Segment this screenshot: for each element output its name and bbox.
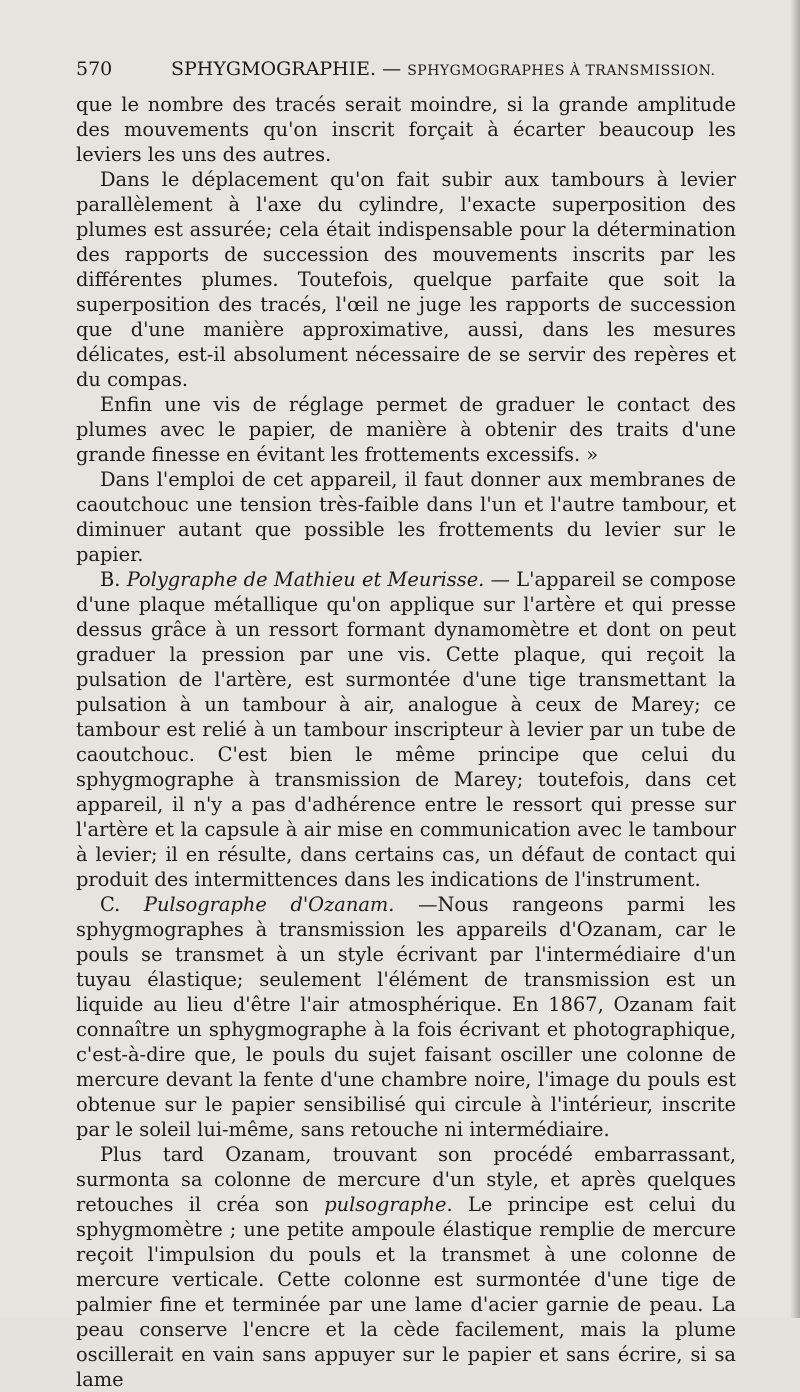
italic-term: pulsographe xyxy=(324,1193,447,1216)
running-title: SPHYGMOGRAPHIE. xyxy=(171,58,377,80)
paragraph-text: Dans l'emploi de cet appareil, il faut donner aux membranes de caoutchouc une tension très-faible dans l'un et l'autre tambour, et diminuer autant que possible les frottements du levier sur le papier. xyxy=(76,468,736,566)
paragraph xyxy=(76,167,736,392)
paragraph xyxy=(76,1142,736,1392)
paragraph-text: que le nombre des tracés serait moindre, si la grande amplitude des mouvements qu'on inscrit forçait à écarter beaucoup les leviers les uns des autres. xyxy=(76,93,736,166)
page-number: 570 xyxy=(76,58,113,80)
section-heading: Pulsographe d'Ozanam. xyxy=(143,893,395,916)
paragraph-text: Enfin une vis de réglage permet de graduer le contact des plumes avec le papier, de manière à obtenir des traits d'une grande finesse en évitant les frottements excessifs. » xyxy=(76,393,736,466)
paragraph-text: Dans le déplacement qu'on fait subir aux tambours à levier parallèlement à l'axe du cylindre, l'exacte superposition des plumes est assurée; cela était indispensable pour la détermination des rapports de succession des mouvements inscrits par les différentes plumes. Toutefois, quelque parfaite que soit la superposition des tracés, l'œil ne juge les rapports de succession que d'une manière approximative, aussi, dans les mesures délicates, est-il absolument nécessaire de se servir des repères et du compas. xyxy=(76,168,736,391)
section-heading: Polygraphe de Mathieu et Meurisse. xyxy=(126,568,485,591)
paragraph-pulsographe xyxy=(76,892,736,1142)
paragraph-text: —Nous rangeons parmi les sphygmographes à transmission les appareils d'Ozanam, car le pouls se transmet à un style écrivant par l'intermédiaire d'un tuyau élastique; seulement l'élément de transmission est un liquide au lieu d'être l'air atmosphérique. En 1867, Ozanam fait connaître un sphygmographe à la fois écrivant et photographique, c'est-à-dire que, le pouls du sujet faisant osciller une colonne de mercure devant la fente d'une chambre noire, l'image du pouls est obtenue sur le papier sensibilisé qui circule à l'intérieur, inscrite par le soleil lui-même, sans retouche ni intermédiaire. xyxy=(76,893,736,1141)
header-dash: — xyxy=(382,58,402,80)
section-label: B. xyxy=(100,568,121,591)
body-text xyxy=(76,92,736,1392)
paragraph xyxy=(76,392,736,467)
paragraph-text: — L'appareil se compose d'une plaque métallique qu'on applique sur l'artère et qui presse dessus grâce à un ressort formant dynamomètre et dont on peut graduer la pression par une vis. Cette plaque, qui reçoit la pulsation de l'artère, est surmontée d'une tige transmettant la pulsation à un tambour à air, analogue à ceux de Marey; ce tambour est relié à un tambour inscripteur à levier par un tube de caoutchouc. C'est bien le même principe que celui du sphygmographe à transmission de Marey; toutefois, dans cet appareil, il n'y a pas d'adhérence entre le ressort qui presse sur l'artère et la capsule à air mise en communication avec le tambour à levier; il en résulte, dans certains cas, un défaut de contact qui produit des intermittences dans les indications de l'instrument. xyxy=(76,568,737,891)
paragraph xyxy=(76,467,736,567)
paragraph-text: . Le principe est celui du sphygmomètre ; une petite ampoule élastique remplie de mercure reçoit l'impulsion du pouls et la transmet à une colonne de mercure verticale. Cette colonne est surmontée d'une tige de palmier fine et terminée par une lame d'acier garnie de peau. La peau conserve l'encre et la cède facilement, mais la plume oscillerait en vain sans appuyer sur le papier et sans écrire, si sa lame xyxy=(76,1193,736,1391)
paragraph-text: Plus tard Ozanam, trouvant son procédé embarrassant, surmonta sa colonne de mercure d'un style, et après quelques retouches il créa son xyxy=(76,1143,736,1216)
paragraph-continued xyxy=(76,92,736,167)
section-label: C. xyxy=(100,893,121,916)
section-title: SPHYGMOGRAPHES À TRANSMISSION. xyxy=(407,63,716,79)
running-header xyxy=(76,54,736,86)
page-edge-shadow xyxy=(790,0,800,1318)
paragraph-polygraphe xyxy=(76,567,736,892)
